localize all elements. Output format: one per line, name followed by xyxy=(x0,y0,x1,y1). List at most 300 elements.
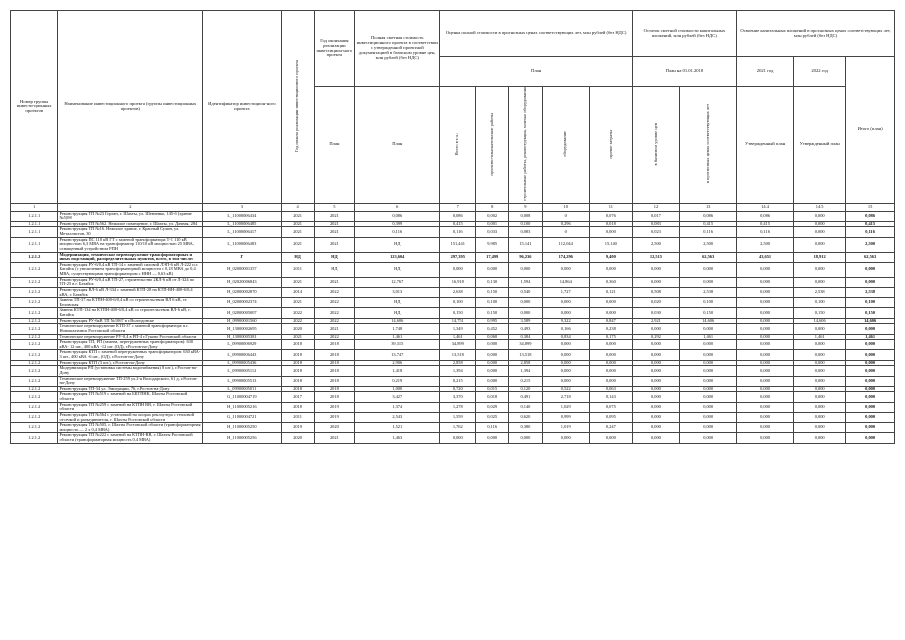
plan-2021-cell: 2,500 xyxy=(737,237,794,252)
design-cost-cell: 0,452 xyxy=(476,324,509,334)
other-cost-cell: 15,140 xyxy=(589,237,632,252)
forecast-total-cell: 0,415 xyxy=(440,221,476,227)
other-cost-cell: 0,076 xyxy=(589,211,632,221)
equipment-cost-cell: 0,000 xyxy=(542,298,589,308)
table-row xyxy=(11,433,895,443)
project-name-cell: Реконструкция ТП №564 с установкой на опорах реклоузера с тепловой отсечкой и разъединителя, г. Шахты Ростовской области xyxy=(58,412,203,422)
plan-2022-cell: 0,000 xyxy=(794,386,846,392)
project-name-cell: Реконструкция ТП-34 ул. Эмиграции, 76, г.Ростов-на-Дону xyxy=(58,386,203,392)
design-cost-cell: 0,116 xyxy=(476,423,509,433)
table-row xyxy=(11,423,895,433)
plan-2022-cell: 0,000 xyxy=(794,340,846,350)
column-index-cell: 2 xyxy=(58,203,203,211)
column-index-cell: 11 xyxy=(589,203,632,211)
column-index-cell: 13 xyxy=(680,203,737,211)
remaining-forecast-cell: 0,000 xyxy=(680,340,737,350)
group-number-cell: 1.2.1.2 xyxy=(11,298,58,308)
end-year-cell: 2021 xyxy=(314,211,354,221)
full-cost-cell: 0,116 xyxy=(355,227,440,237)
project-id-cell: L_09900005011 xyxy=(203,386,281,392)
full-cost-cell: 13,747 xyxy=(355,350,440,360)
other-cost-cell: 0,075 xyxy=(589,402,632,412)
project-name-cell: Модернизация, техническое перевооружение трансформаторных и иных подстанций, распределительных пунктов, всего, в том числе: xyxy=(58,252,203,262)
design-cost-cell: 0,130 xyxy=(476,277,509,287)
group-number-cell: 1.2.1.2 xyxy=(11,318,58,324)
equipment-cost-cell: 0,166 xyxy=(542,324,589,334)
col-header-total: Всего в т.ч.: xyxy=(440,87,476,204)
design-cost-cell: 0,018 xyxy=(476,392,509,402)
remaining-forecast-cell: 0,000 xyxy=(680,433,737,443)
plan-2022-cell: 0,000 xyxy=(794,277,846,287)
table-row xyxy=(11,334,895,340)
end-year-cell: 2018 xyxy=(314,340,354,350)
total-plan-cell: 0,000 xyxy=(846,386,895,392)
table-row xyxy=(11,252,895,262)
col-header-end-year: Год окончания реализации инвестицион-ного проекта xyxy=(314,11,354,87)
other-cost-cell: 0,000 xyxy=(589,376,632,386)
start-year-cell: 2021 xyxy=(281,227,314,237)
remaining-base-cell: 0,000 xyxy=(632,402,679,412)
start-year-cell: 2020 xyxy=(281,433,314,443)
column-index-cell: 8 xyxy=(476,203,509,211)
equipment-cost-cell: 9,322 xyxy=(542,318,589,324)
equipment-cost-cell: 0,000 xyxy=(542,360,589,366)
total-plan-cell: 0,000 xyxy=(846,366,895,376)
remaining-forecast-cell: 0,415 xyxy=(680,221,737,227)
end-year-cell: НД xyxy=(314,262,354,277)
col-header-year-2021: 2021 год xyxy=(737,57,794,87)
forecast-total-cell: 0,215 xyxy=(440,376,476,386)
forecast-total-cell: 13,518 xyxy=(440,350,476,360)
full-cost-cell: 12,767 xyxy=(355,277,440,287)
project-name-cell: Реконструкция ТП №222 с заменой на КТПН-ВВ, г. Шахты Ростовской области (трансформаторная мощность 0,4 МВА) xyxy=(58,433,203,443)
design-cost-cell: 0,025 xyxy=(476,412,509,422)
table-row xyxy=(11,287,895,297)
other-cost-cell: 0,095 xyxy=(589,412,632,422)
start-year-cell: 2018 xyxy=(281,386,314,392)
col-header-forecast-cost: Оценка полной стоимости в прогнозных ценах соответствующих лет, млн рублей (без НДС) xyxy=(440,11,632,57)
table-row xyxy=(11,211,895,221)
forecast-total-cell: 151,441 xyxy=(440,237,476,252)
project-id-cell: H_11000005250 xyxy=(203,423,281,433)
col-header-project-name: Наименование инвестиционного проекта (группы инвестиционных проектов) xyxy=(58,11,203,204)
col-header-plan-2018: План на 01.01.2018 xyxy=(632,57,736,87)
group-number-cell: 1.2.1.1 xyxy=(11,237,58,252)
remaining-forecast-cell: 0,000 xyxy=(680,376,737,386)
group-number-cell: 1.2.1.2 xyxy=(11,334,58,340)
equipment-cost-cell: 1,029 xyxy=(542,402,589,412)
other-cost-cell: 0,847 xyxy=(589,318,632,324)
remaining-forecast-cell: 1,461 xyxy=(680,334,737,340)
table-row xyxy=(11,308,895,318)
column-index-cell: 9 xyxy=(509,203,542,211)
start-year-cell: 2021 xyxy=(281,221,314,227)
plan-2021-cell: 0,000 xyxy=(737,402,794,412)
equipment-cost-cell: 0,000 xyxy=(542,262,589,277)
construction-cost-cell: 0,620 xyxy=(509,412,542,422)
group-number-cell: 1.2.1.2 xyxy=(11,360,58,366)
start-year-cell: 2011 xyxy=(281,412,314,422)
total-plan-cell: 0,100 xyxy=(846,298,895,308)
equipment-cost-cell: 0,834 xyxy=(542,334,589,340)
equipment-cost-cell: 1,019 xyxy=(542,423,589,433)
remaining-base-cell: 2,921 xyxy=(632,318,679,324)
other-cost-cell: 0,000 xyxy=(589,308,632,318)
col-header-end-plan: План xyxy=(314,87,354,204)
end-year-cell: 2021 xyxy=(314,221,354,227)
design-cost-cell: 0,033 xyxy=(476,227,509,237)
group-number-cell: 1.2.1.1 xyxy=(11,227,58,237)
column-index-cell: 10 xyxy=(542,203,589,211)
start-year-cell: 2018 xyxy=(281,376,314,386)
forecast-total-cell: 0,000 xyxy=(440,433,476,443)
total-plan-cell: 0,000 xyxy=(846,433,895,443)
forecast-total-cell: 297,395 xyxy=(440,252,476,262)
col-header-full-cost: Полная сметная стоимость инвестиционного проекта в соответствии с утвержденной проектной документацией в базисном уровне цен, млн рублей (без НДС) xyxy=(355,11,440,87)
construction-cost-cell: 15,141 xyxy=(509,237,542,252)
end-year-cell: 2022 xyxy=(314,287,354,297)
group-number-cell: 1.2.1.2 xyxy=(11,423,58,433)
total-plan-cell: 0,150 xyxy=(846,308,895,318)
start-year-cell: 2017 xyxy=(281,392,314,402)
table-row xyxy=(11,360,895,366)
forecast-total-cell: 0,150 xyxy=(440,308,476,318)
design-cost-cell: 0,000 xyxy=(476,262,509,277)
col-header-start-year: Год начала реализации инвестиционного проекта xyxy=(281,11,314,204)
table-row xyxy=(11,318,895,324)
column-index-cell: 14.5 xyxy=(794,203,846,211)
group-number-cell: 1.2.1.2 xyxy=(11,386,58,392)
project-id-cell: H_09900001560 xyxy=(203,318,281,324)
project-id-cell: L_11000006485 xyxy=(203,221,281,227)
project-id-cell: L_11000006417 xyxy=(203,227,281,237)
end-year-cell: 2018 xyxy=(314,392,354,402)
total-plan-cell: 0,000 xyxy=(846,360,895,366)
remaining-base-cell: 0,000 xyxy=(632,350,679,360)
remaining-forecast-cell: 0,000 xyxy=(680,412,737,422)
other-cost-cell: 0,018 xyxy=(589,221,632,227)
plan-2021-cell: 0,000 xyxy=(737,366,794,376)
other-cost-cell: 9,400 xyxy=(589,252,632,262)
remaining-forecast-cell: 0,086 xyxy=(680,211,737,221)
table-body xyxy=(11,203,895,443)
group-number-cell: 1.2.1.2 xyxy=(11,433,58,443)
full-cost-cell: 1,521 xyxy=(355,423,440,433)
total-plan-cell: 0,000 xyxy=(846,340,895,350)
full-cost-cell: 1,748 xyxy=(355,324,440,334)
design-cost-cell: 0,000 xyxy=(476,360,509,366)
start-year-cell: 2018 xyxy=(281,366,314,376)
full-cost-cell: 0,219 xyxy=(355,376,440,386)
start-year-cell: 2022 xyxy=(281,318,314,324)
full-cost-cell: НД xyxy=(355,308,440,318)
col-header-equipment: оборудование xyxy=(542,87,589,204)
total-plan-cell: 0,000 xyxy=(846,350,895,360)
group-number-cell: 1.2.1.2 xyxy=(11,402,58,412)
group-number-cell: 1.2.1.1 xyxy=(11,211,58,221)
group-number-cell: 1.2.1.2 xyxy=(11,392,58,402)
column-index-cell: 4 xyxy=(281,203,314,211)
construction-cost-cell: 0,493 xyxy=(509,324,542,334)
col-header-base-prices: в базисном уровне цен xyxy=(632,87,679,204)
other-cost-cell: 0,000 xyxy=(589,340,632,350)
project-name-cell: Реконструкция КТП с заменой перегруженных трансформаторов: 630 кВА- 3 шт., 400 кВА -6 шт., (ОД), г.Ростов-на-Дону xyxy=(58,350,203,360)
group-number-cell: 1.2.1.2 xyxy=(11,287,58,297)
column-index-cell: 7 xyxy=(440,203,476,211)
forecast-total-cell: 16,918 xyxy=(440,277,476,287)
full-cost-cell: НД xyxy=(355,262,440,277)
other-cost-cell: 0,000 xyxy=(589,227,632,237)
column-index-cell: 12 xyxy=(632,203,679,211)
project-name-cell: Техническое перевооружение КТП-37 с заменой трансформатора п.г. Новошахтинск Ростовской области xyxy=(58,324,203,334)
column-index-cell: 1 xyxy=(11,203,58,211)
end-year-cell: 2022 xyxy=(314,298,354,308)
construction-cost-cell: 13,518 xyxy=(509,350,542,360)
equipment-cost-cell: 0,000 xyxy=(542,433,589,443)
project-id-cell: H_13000002695 xyxy=(203,324,281,334)
plan-2021-cell: 0,000 xyxy=(737,287,794,297)
plan-2022-cell: 0,000 xyxy=(794,423,846,433)
project-id-cell: L_09900005436 xyxy=(203,360,281,366)
equipment-cost-cell: 2,718 xyxy=(542,392,589,402)
remaining-forecast-cell: 62,563 xyxy=(680,252,737,262)
table-row xyxy=(11,324,895,334)
end-year-cell: 2019 xyxy=(314,402,354,412)
remaining-base-cell: 0,023 xyxy=(632,227,679,237)
other-cost-cell: 0,000 xyxy=(589,366,632,376)
total-plan-cell: 0,415 xyxy=(846,221,895,227)
plan-2021-cell: 0,000 xyxy=(737,340,794,350)
total-plan-cell: 2,500 xyxy=(846,237,895,252)
col-header-other: прочие затраты xyxy=(589,87,632,204)
table-row xyxy=(11,340,895,350)
plan-2021-cell: 0,000 xyxy=(737,298,794,308)
project-id-cell: L_09900006929 xyxy=(203,340,281,350)
table-row xyxy=(11,376,895,386)
plan-2022-cell: 14,606 xyxy=(794,318,846,324)
equipment-cost-cell: 0 xyxy=(542,227,589,237)
project-id-cell: L_11000006434 xyxy=(203,211,281,221)
start-year-cell: 2021 xyxy=(281,298,314,308)
table-row xyxy=(11,262,895,277)
plan-2021-cell: 0,116 xyxy=(737,227,794,237)
remaining-base-cell: 2,500 xyxy=(632,237,679,252)
construction-cost-cell: 0,140 xyxy=(509,402,542,412)
remaining-base-cell: 0,000 xyxy=(632,262,679,277)
plan-2022-cell: 0,100 xyxy=(794,298,846,308)
design-cost-cell: 0,995 xyxy=(476,318,509,324)
project-name-cell: Реконструкция КТП (3 шт.), г.Ростов-на-Дону xyxy=(58,360,203,366)
total-plan-cell: 0,000 xyxy=(846,412,895,422)
remaining-forecast-cell: 0,000 xyxy=(680,366,737,376)
total-plan-cell: 0,000 xyxy=(846,376,895,386)
design-cost-cell: 0,001 xyxy=(476,221,509,227)
construction-cost-cell: 2,858 xyxy=(509,360,542,366)
end-year-cell: НД xyxy=(314,252,354,262)
plan-2021-cell: 0,000 xyxy=(737,324,794,334)
project-name-cell: Реконструкция ТП №562. Нежилое помещение, г. Шахты, ул. Дачная, 284 xyxy=(58,221,203,227)
table-row xyxy=(11,277,895,287)
group-number-cell: 1.2.1.2 xyxy=(11,252,58,262)
construction-cost-cell: 0,215 xyxy=(509,376,542,386)
plan-2021-cell: 0,000 xyxy=(737,386,794,392)
project-id-cell: H_02000005007 xyxy=(203,308,281,318)
project-id-cell: L_09900005112 xyxy=(203,366,281,376)
project-id-cell: L_09900006443 xyxy=(203,350,281,360)
col-header-design: проектно-изыскательские работы xyxy=(476,87,509,204)
other-cost-cell: 0,247 xyxy=(589,423,632,433)
total-plan-cell: 0,000 xyxy=(846,277,895,287)
table-row xyxy=(11,386,895,392)
plan-2021-cell: 0,000 xyxy=(737,412,794,422)
full-cost-cell: 1,418 xyxy=(355,366,440,376)
plan-2021-cell: 0,000 xyxy=(737,334,794,340)
start-year-cell: 2018 xyxy=(281,340,314,350)
col-header-remaining-cost: Остаток сметной стоимости капитальных вложений, млн рублей (без НДС) xyxy=(632,11,736,57)
start-year-cell: 2021 xyxy=(281,334,314,340)
project-id-cell: H_02020006843 xyxy=(203,277,281,287)
start-year-cell: 2011 xyxy=(281,262,314,277)
other-cost-cell: 0,143 xyxy=(589,392,632,402)
col-header-forecast-prices: в прогнозных ценах соответствующих лет xyxy=(680,87,737,204)
construction-cost-cell: 1,594 xyxy=(509,277,542,287)
construction-cost-cell: 1,394 xyxy=(509,366,542,376)
project-name-cell: Реконструкция ТП №259 с заменой на КТПН ВВ, г. Шахты Ростовской области xyxy=(58,402,203,412)
remaining-forecast-cell: 0,000 xyxy=(680,360,737,366)
construction-cost-cell: 0,120 xyxy=(509,386,542,392)
table-row xyxy=(11,412,895,422)
end-year-cell: 2021 xyxy=(314,277,354,287)
remaining-base-cell: 0,000 xyxy=(632,412,679,422)
project-name-cell: Реконструкция РУ-6/0,4 кВ ТП-14 с заменой силовой ЛЭП-6 кВ Л-222 п.г. Батайск (с увеличением трансформаторной мощности с 0,18 МВА до 0,4 МВА, существующими трансформатором с ННН — 0,63 кВ) xyxy=(58,262,203,277)
project-id-cell: H_13000005381 xyxy=(203,334,281,340)
group-number-cell: 1.2.1.2 xyxy=(11,324,58,334)
project-id-cell: H_02000001357 xyxy=(203,262,281,277)
project-name-cell: Реконструкция РУ-6/0,4 кВ ТП-27, строительство 2КЛ-6 кВ от Л-324 по ТП-25 в г. Батайск xyxy=(58,277,203,287)
column-index-cell: 14.4 xyxy=(737,203,794,211)
construction-cost-cell: 0,000 xyxy=(509,298,542,308)
total-plan-cell: 0,000 xyxy=(846,402,895,412)
plan-2021-cell: 0,415 xyxy=(737,221,794,227)
remaining-forecast-cell: 0,150 xyxy=(680,308,737,318)
full-cost-cell: НД xyxy=(355,298,440,308)
construction-cost-cell: 96,236 xyxy=(509,252,542,262)
forecast-total-cell: 2,638 xyxy=(440,287,476,297)
remaining-base-cell: 0,508 xyxy=(632,287,679,297)
col-header-group-number: Номер группы инвести-ционных проектов xyxy=(11,11,58,204)
forecast-total-cell: 34,899 xyxy=(440,340,476,350)
plan-2022-cell: 1,461 xyxy=(794,334,846,340)
remaining-base-cell: 0,020 xyxy=(632,298,679,308)
full-cost-cell: 0,086 xyxy=(355,211,440,221)
remaining-forecast-cell: 0,000 xyxy=(680,350,737,360)
start-year-cell: 2022 xyxy=(281,308,314,318)
design-cost-cell: 0,100 xyxy=(476,298,509,308)
plan-2021-cell: 0,000 xyxy=(737,433,794,443)
total-plan-cell: 0,000 xyxy=(846,392,895,402)
remaining-base-cell: 0,000 xyxy=(632,340,679,350)
column-index-cell: 5 xyxy=(314,203,354,211)
remaining-forecast-cell: 0,000 xyxy=(680,392,737,402)
col-header-year-2022: 2022 год xyxy=(794,57,846,87)
plan-2022-cell: 0,000 xyxy=(794,360,846,366)
total-plan-cell: 0,000 xyxy=(846,423,895,433)
construction-cost-cell: 0,491 xyxy=(509,392,542,402)
group-number-cell: 1.2.1.2 xyxy=(11,350,58,360)
group-number-cell: 1.2.1.1 xyxy=(11,221,58,227)
remaining-base-cell: 0,000 xyxy=(632,392,679,402)
construction-cost-cell: 0,000 xyxy=(509,308,542,318)
plan-2022-cell: 0,150 xyxy=(794,308,846,318)
equipment-cost-cell: 0,000 xyxy=(542,366,589,376)
remaining-forecast-cell: 2,538 xyxy=(680,287,737,297)
other-cost-cell: 0,000 xyxy=(589,298,632,308)
plan-2022-cell: 0,000 xyxy=(794,227,846,237)
remaining-base-cell: 0,030 xyxy=(632,308,679,318)
forecast-total-cell: 14,751 xyxy=(440,318,476,324)
plan-2022-cell: 0,000 xyxy=(794,350,846,360)
forecast-total-cell: 0,116 xyxy=(440,227,476,237)
construction-cost-cell: 0,083 xyxy=(509,227,542,237)
design-cost-cell: 0,068 xyxy=(476,334,509,340)
equipment-cost-cell: 0,296 xyxy=(542,221,589,227)
design-cost-cell: 0,150 xyxy=(476,287,509,297)
plan-2022-cell: 2,538 xyxy=(794,287,846,297)
design-cost-cell: 0,000 xyxy=(476,350,509,360)
remaining-forecast-cell: 0,000 xyxy=(680,277,737,287)
end-year-cell: 2021 xyxy=(314,433,354,443)
design-cost-cell: 17,499 xyxy=(476,252,509,262)
remaining-forecast-cell: 0,116 xyxy=(680,227,737,237)
other-cost-cell: 0,238 xyxy=(589,324,632,334)
construction-cost-cell: 3,589 xyxy=(509,318,542,324)
total-plan-cell: 1,461 xyxy=(846,334,895,340)
start-year-cell: 2020 xyxy=(281,324,314,334)
design-cost-cell: 0,150 xyxy=(476,308,509,318)
investment-program-table-sheet xyxy=(10,10,895,444)
column-index-cell: 3 xyxy=(203,203,281,211)
project-id-cell: L_09900005513 xyxy=(203,376,281,386)
table-row xyxy=(11,366,895,376)
equipment-cost-cell: 174,296 xyxy=(542,252,589,262)
full-cost-cell: 123,604 xyxy=(355,252,440,262)
table-row xyxy=(11,227,895,237)
plan-2022-cell: 0,000 xyxy=(794,211,846,221)
end-year-cell: 2018 xyxy=(314,376,354,386)
plan-2021-cell: 0,000 xyxy=(737,423,794,433)
plan-2022-cell: 0,000 xyxy=(794,221,846,227)
start-year-cell: 2014 xyxy=(281,287,314,297)
design-cost-cell: 9,985 xyxy=(476,237,509,252)
remaining-forecast-cell: 0,000 xyxy=(680,386,737,392)
col-header-full-plan: План xyxy=(355,87,440,204)
end-year-cell: 2021 xyxy=(314,227,354,237)
project-name-cell: Реконструкция ТП №23 Горган, г. Шахты, ул. Шевченко, 145-б (здание №5)98 xyxy=(58,211,203,221)
plan-2021-cell: 0,000 xyxy=(737,318,794,324)
full-cost-cell: 1,463 xyxy=(355,433,440,443)
project-name-cell: Реконструкция РУ-6кВ ТП №1067 в г.Волгодонске xyxy=(58,318,203,324)
start-year-cell: 2021 xyxy=(281,211,314,221)
construction-cost-cell: 0,100 xyxy=(509,221,542,227)
remaining-base-cell: 12,515 xyxy=(632,252,679,262)
plan-2021-cell: 0,086 xyxy=(737,211,794,221)
end-year-cell: 2018 xyxy=(314,350,354,360)
remaining-base-cell: 0,000 xyxy=(632,366,679,376)
design-cost-cell: 0,000 xyxy=(476,433,509,443)
remaining-base-cell: 0,000 xyxy=(632,376,679,386)
start-year-cell: 2018 xyxy=(281,350,314,360)
construction-cost-cell: 0,000 xyxy=(509,433,542,443)
